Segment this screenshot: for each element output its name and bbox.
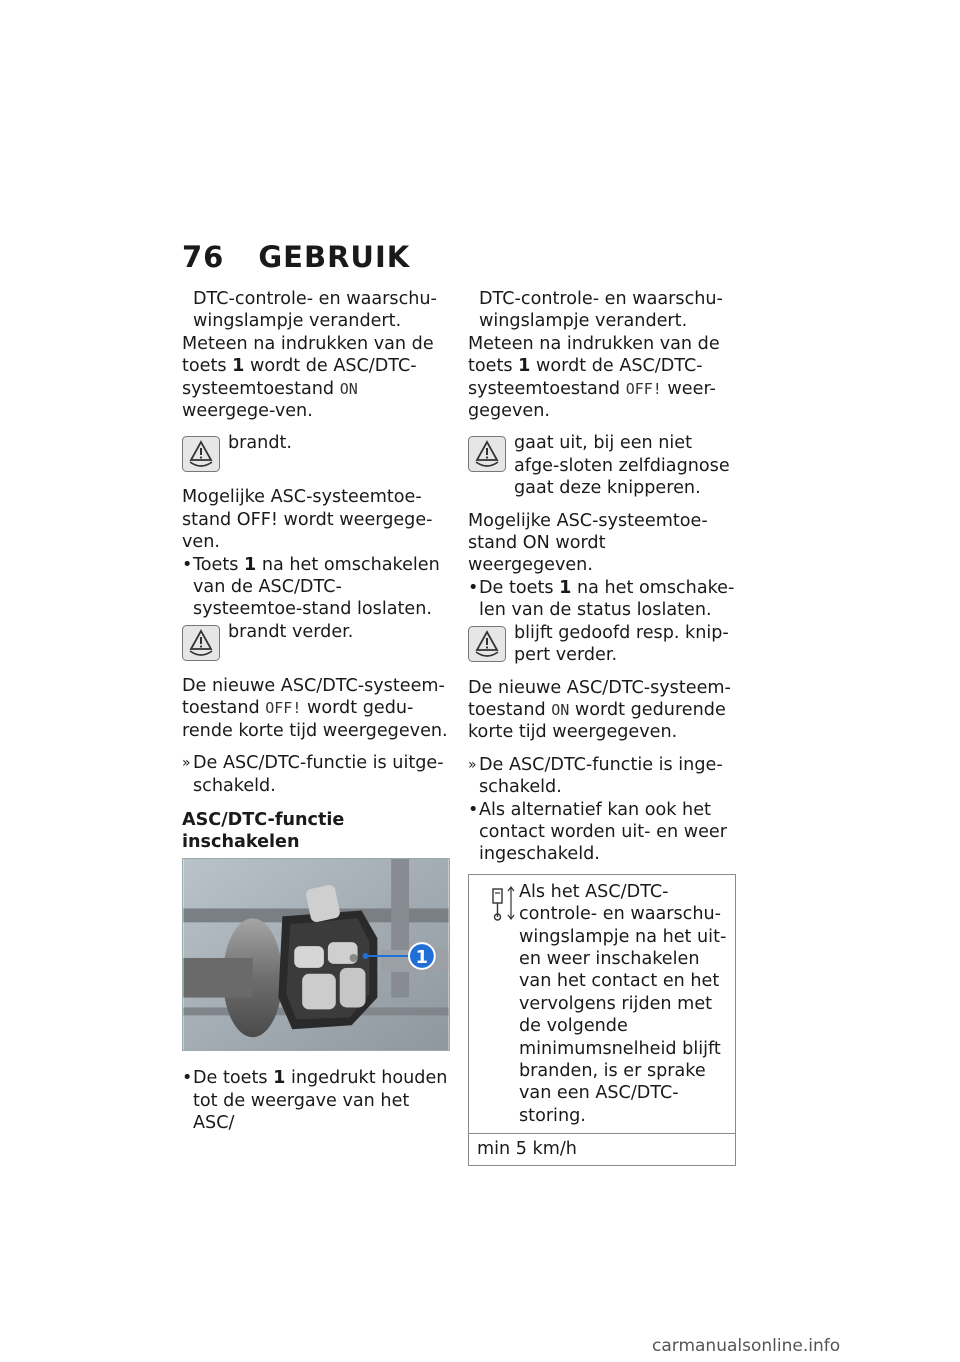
text-span: wordt gedu-rende korte tijd weergegeven. [182, 698, 448, 741]
text-span: wordt de ASC/DTC-systeemtoestand [468, 356, 703, 399]
warning-lamp-row [182, 621, 450, 665]
paragraph [468, 677, 736, 744]
text-span: De nieuwe ASC/DTC-systeem-toestand [468, 677, 731, 720]
lamp-status-text: blijft gedoofd resp. knip-pert verder. [514, 622, 729, 666]
right-column [468, 288, 736, 1166]
subsection-heading: ASC/DTC-functie inschakelen [182, 809, 345, 853]
note-text: Als het ASC/DTC-controle- en waarschu-wingslampje na het uit- en weer inschakelen van het contact en het vervolgens rijden met de volgende minimumsnelheid blijft branden, is er sprake van een ASC/DTC-storing. [519, 881, 727, 1126]
paragraph [182, 675, 450, 742]
display-mode-off: OFF! [625, 379, 662, 398]
text-span: wordt de ASC/DTC-systeemtoestand [182, 356, 417, 399]
paragraph: Mogelijke ASC-systeemtoe-stand OFF! wordt weergege-ven. [182, 487, 433, 553]
bullet-item [468, 577, 736, 622]
watermark-footer: carmanualsonline.info [652, 1336, 841, 1356]
text-span: ingedrukt houden tot de weergave van het ASC/ [193, 1068, 448, 1133]
text-span: De toets [479, 577, 560, 598]
result-arrow-icon: » [468, 756, 477, 773]
handlebar-switch-photo [182, 858, 450, 1051]
key-reference: 1 [559, 577, 572, 598]
note-text-cell [469, 875, 735, 1134]
warning-lamp-row [182, 432, 450, 476]
asc-warning-lamp-icon [468, 436, 506, 472]
asc-warning-lamp-icon [182, 625, 220, 661]
text-span: weer-gegeven. [468, 378, 716, 422]
note-value-cell [469, 1134, 735, 1164]
text-span: na het omschake-len van de status loslaten. [479, 577, 735, 621]
paragraph: Mogelijke ASC-systeemtoe-stand ON wordt weergegeven. [468, 510, 708, 576]
lamp-status-text: brandt. [228, 433, 292, 454]
paragraph: DTC-controle- en waarschu-wingslampje verandert. [193, 289, 437, 332]
page-header [182, 240, 410, 274]
warning-lamp-row [468, 622, 736, 667]
technical-note-box [468, 874, 736, 1166]
key-reference: 1 [273, 1068, 286, 1089]
text-span: Toets [193, 554, 245, 575]
text-span: na het omschakelen van de ASC/DTC-systeemtoe-stand loslaten. [193, 554, 440, 620]
paragraph [182, 333, 450, 423]
bullet-item [182, 554, 450, 621]
paragraph [468, 333, 736, 423]
left-column [182, 288, 450, 1134]
lamp-status-text: brandt verder. [228, 621, 354, 642]
display-mode-on: ON [551, 700, 570, 719]
text-span: weergege-ven. [182, 401, 313, 422]
technical-data-icon [481, 883, 521, 923]
bullet-item [182, 1067, 450, 1134]
asc-warning-lamp-icon [182, 436, 220, 472]
text-span: wordt gedurende korte tijd weergegeven. [468, 699, 726, 743]
bullet-item: • Als alternatief kan ook het contact worden uit- en weer ingeschakeld. [468, 799, 736, 866]
text-span: De toets [193, 1068, 274, 1089]
note-value: min 5 km/h [477, 1139, 577, 1160]
display-mode-off: OFF! [265, 699, 302, 718]
result-item [468, 754, 736, 799]
text-span: De nieuwe ASC/DTC-systeem-toestand [182, 675, 445, 719]
callout-label: 1 [415, 946, 429, 968]
key-reference: 1 [518, 356, 531, 377]
display-mode-on: ON [339, 379, 358, 398]
section-title: GEBRUIK [258, 240, 411, 274]
lamp-status-text: gaat uit, bij een niet afge-sloten zelfdiagnose gaat deze knipperen. [514, 433, 730, 499]
paragraph: DTC-controle- en waarschu-wingslampje verandert. [479, 289, 723, 332]
key-reference: 1 [232, 356, 245, 377]
result-item [182, 752, 450, 797]
asc-warning-lamp-icon [468, 626, 506, 662]
text-span: De ASC/DTC-functie is inge-schakeld. [479, 754, 723, 798]
result-arrow-icon: » [182, 755, 191, 772]
warning-lamp-row [468, 432, 736, 499]
page-number: 76 [182, 240, 225, 274]
text-span: Meteen na indrukken van de toets [468, 333, 720, 377]
key-reference: 1 [244, 554, 257, 575]
text-span: Meteen na indrukken van de toets [182, 333, 434, 377]
text-span: De ASC/DTC-functie is uitge-schakeld. [193, 753, 444, 796]
